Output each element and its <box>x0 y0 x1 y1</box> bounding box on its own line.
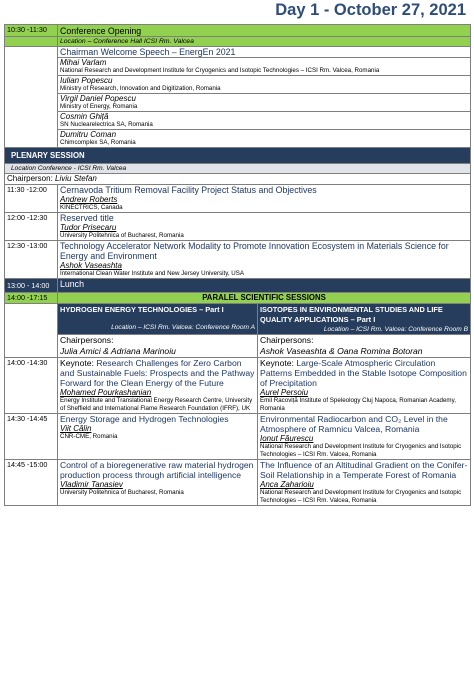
talk-affiliation: University Politehnica of Bucharest, Romania <box>60 232 184 239</box>
talk-affiliation: National Research and Development Institute for Cryogenics and Isotopic Technologies – ICSI Rm. Valcea, Romania <box>260 489 462 504</box>
plenary-talk-row <box>5 213 471 241</box>
opening-time: 10:30 -11:30 <box>5 25 58 37</box>
track-a-chairs-label: Chairpersons: <box>60 335 114 345</box>
speaker-affiliation: SN Nuclearelectrica SA, Romania <box>60 121 153 128</box>
tracks-row <box>5 304 471 335</box>
talk-title: Energy Storage and Hydrogen Technologies <box>60 414 229 424</box>
track-chairs-row <box>5 335 471 358</box>
slot-time: 14:45 -15:00 <box>5 460 58 506</box>
talk-affiliation: Energy Institute and Translational Energy Research Centre, University of Sheffield and International Flame Research Foundation (IFRF), UK <box>60 397 253 412</box>
plenary-chair-row <box>5 174 471 185</box>
lunch-label: Lunch <box>58 279 471 293</box>
track-a-chairs: Julia Amici & Adriana Marinoiu <box>60 346 176 356</box>
slot-row <box>5 358 471 414</box>
talk-time: 12:30 -13:00 <box>5 241 58 279</box>
talk-speaker: Aurel Persoiu <box>260 388 309 397</box>
speaker-affiliation: Chimcomplex SA, Romania <box>60 139 136 146</box>
track-b-location: Location – ICSI Rm. Valcea: Conference Room B <box>323 326 468 333</box>
talk-speaker: Anca Zaharioiu <box>260 480 314 489</box>
opening-speaker-row <box>5 76 471 94</box>
day-title: Day 1 - October 27, 2021 <box>275 1 466 19</box>
talk-title: Environmental Radiocarbon and CO₂ Level in the Atmosphere of Ramnicu Valcea, Romania <box>260 414 448 434</box>
lunch-row <box>5 279 471 293</box>
track-a-name: HYDROGEN ENERGY TECHNOLOGIES – Part I <box>60 305 224 314</box>
track-a-location: Location – ICSI Rm. Valcea: Conference Room A <box>111 324 255 331</box>
speaker-name: Mihai Varlam <box>60 58 107 67</box>
talk-affiliation: National Research and Development Institute for Cryogenics and Isotopic Technologies – ICSI Rm. Valcea, Romania <box>260 443 462 458</box>
talk-title: Reserved title <box>60 213 114 223</box>
talk-time: 11:30 -12:00 <box>5 185 58 213</box>
talk-time: 12:00 -12:30 <box>5 213 58 241</box>
opening-speaker-row <box>5 94 471 112</box>
opening-title: Conference Opening <box>58 25 471 37</box>
talk-affiliation: Emil Racoviță Institute of Speleology Cluj Napoca, Romanian Academy, Romania <box>260 397 456 412</box>
talk-title: Control of a bioregenerative raw material hydrogen production process through artificial intelligence <box>60 460 254 480</box>
lunch-time: 13:00 - 14:00 <box>5 279 58 293</box>
opening-speaker-row <box>5 130 471 148</box>
slot-time: 14:00 -14:30 <box>5 358 58 414</box>
parallel-time: 14:00 -17:15 <box>5 293 58 304</box>
welcome-title: Chairman Welcome Speech – EnergEn 2021 <box>58 47 471 58</box>
plenary-location-row <box>5 164 471 174</box>
schedule-table <box>4 24 471 506</box>
track-b-name: ISOTOPES IN ENVIRONMENTAL STUDIES AND LIFE QUALITY APPLICATIONS – Part I <box>260 305 443 324</box>
opening-speaker-row <box>5 58 471 76</box>
track-b-chairs-label: Chairpersons: <box>260 335 314 345</box>
slot-row <box>5 414 471 460</box>
opening-location: Location – Conference Hall ICSI Rm. Valcea <box>58 37 471 47</box>
track-b-chairs: Ashok Vaseashta & Oana Romina Botoran <box>260 346 423 356</box>
plenary-talk-row <box>5 241 471 279</box>
keynote-label: Keynote: <box>260 358 297 368</box>
chair-label: Chairperson: <box>7 174 53 183</box>
speaker-affiliation: Ministry of Research, Innovation and Digitization, Romania <box>60 85 221 92</box>
talk-speaker: Viit Călin <box>60 424 92 433</box>
talk-affiliation: CNR-CME, Romania <box>60 433 118 440</box>
speaker-name: Cosmin Ghiță <box>60 112 109 121</box>
plenary-title: PLENARY SESSION <box>11 151 85 160</box>
opening-location-row <box>5 37 471 47</box>
chair-name: Liviu Stefan <box>55 174 97 183</box>
speaker-name: Virgil Daniel Popescu <box>60 94 136 103</box>
plenary-header-row <box>5 148 471 164</box>
opening-speaker-row <box>5 112 471 130</box>
parallel-title: PARALEL SCIENTIFIC SESSIONS <box>58 293 471 304</box>
talk-speaker: Tudor Prisecaru <box>60 223 117 232</box>
speaker-affiliation: National Research and Development Institute for Cryogenics and Isotopic Technologies – ICSI Rm. Valcea, Romania <box>60 67 380 74</box>
slot-row <box>5 460 471 506</box>
talk-speaker: Ashok Vaseashta <box>60 261 122 270</box>
talk-speaker: Vladimir Tanasiev <box>60 480 123 489</box>
talk-speaker: Mohamed Pourkashanian <box>60 388 152 397</box>
talk-affiliation: KINECTRICS, Canada <box>60 204 123 211</box>
talk-title: Research Challenges for Zero Carbon and Sustainable Fuels: Prospects and the Pathway Forward for the Clean Energy of the Future <box>60 358 255 388</box>
plenary-location: Location Conference - ICSI Rm. Valcea <box>11 165 127 172</box>
speaker-affiliation: Ministry of Energy, Romania <box>60 103 138 110</box>
opening-welcome-row <box>5 47 471 58</box>
slot-time: 14:30 -14:45 <box>5 414 58 460</box>
speaker-name: Iulian Popescu <box>60 76 113 85</box>
talk-affiliation: University Politehnica of Bucharest, Romania <box>60 489 184 496</box>
talk-speaker: Andrew Roberts <box>60 195 118 204</box>
parallel-header-row <box>5 293 471 304</box>
plenary-talk-row <box>5 185 471 213</box>
keynote-label: Keynote: <box>60 358 97 368</box>
talk-title: Cernavoda Tritium Removal Facility Project Status and Objectives <box>60 185 317 195</box>
talk-title: Technology Accelerator Network Modality to Promote Innovation Ecosystem in Materials Science for Energy and Environment <box>60 241 449 261</box>
talk-affiliation: International Clean Water Institute and New Jersey University, USA <box>60 270 244 277</box>
opening-title-row <box>5 25 471 37</box>
talk-title: Large-Scale Atmospheric Circulation Patterns Embedded in the Stable Isotope Composition of Precipitation <box>260 358 467 388</box>
speaker-name: Dumitru Coman <box>60 130 117 139</box>
talk-title: The Influence of an Altitudinal Gradient on the Conifer-Soil Relationship in a Temperate Forest of Romania <box>260 460 468 480</box>
talk-speaker: Ionut Făurescu <box>260 434 314 443</box>
